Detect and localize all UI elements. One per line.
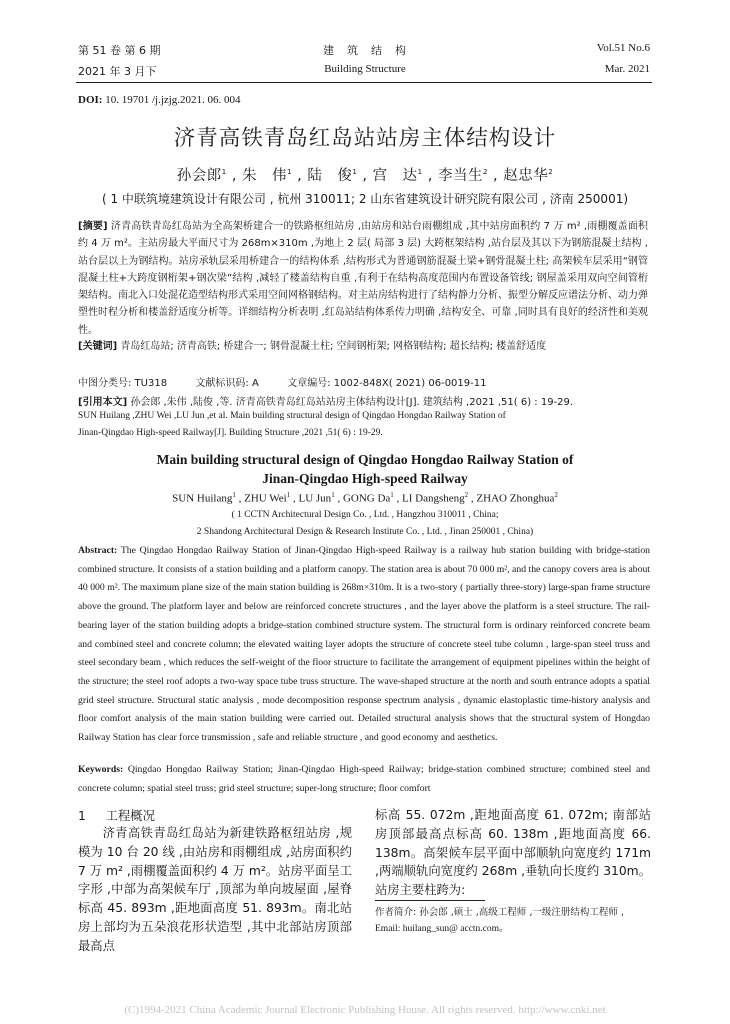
author-sup: 2 [548,168,554,177]
doi-line [78,94,241,106]
doi-label: DOI: [78,94,103,106]
author-sup: 1 [417,168,423,177]
abstract-cn [78,218,648,342]
abstract-en-text: The Qingdao Hongdao Railway Station of Jinan-Qingdao High-speed Railway is a railway hub station building with bridge-station combined structure. It consists of a station building and a platform canopy. The station area is about 70 000 m², and the canopy covers area is about 40 000 m². The maximum plane size of the main station building is 268m×310m. It is a two-story ( partially three-story) large-span frame structure above the ground. The platform layer and below are reinforced concrete structures , and the layer above the platform is a steel structure. The rail-bearing layer of the station building adopts a bridge-station combined structure system. The structural form is ordinary reinforced concrete beam and combined steel and concrete column; the elevated waiting layer adopts the structure of concrete steel tube column , large-span steel truss and steel secondary beam , which reduces the self-weight of the floor structure to facilitate the arrangement of equipment pipelines within the height of the structure; the steel roof adopts a two-way space tube truss structure. The wave-shaped structure at the north and south entrance adopts a spatial grid steel structure. Structural static analysis , mode decomposition response spectrum analysis , dynamic elastoplastic time-history analysis and floor comfort analysis of the main station building were carried out. Detailed structural analysis shows that the structural system of Hongdao Railway Station has clear force transmission , safe and reliable structure , and good economy and aesthetics. [78,545,650,744]
keywords-cn-text: 青岛红岛站; 济青高铁; 桥建合一; 钢骨混凝土柱; 空间钢桁架; 网格钢结构; 超长结构; 楼盖舒适度 [120,341,547,352]
citation-en-line1: SUN Huilang ,ZHU Wei ,LU Jun ,et al. Main building structural design of Qingdao Hongdao Railway Station of [78,411,506,421]
publish-date-cn: 2021 年 3 月下 [78,65,157,78]
title-en-line2: Jinan-Qingdao High-speed Railway [262,471,468,486]
body-text-right: 标高 55. 072m ,距地面高度 61. 072m; 南部站房顶部最高点标高 60. 138m ,距地面高度 66. 138m。高架候车层平面中部顺轨向宽度约 171m ,两端顺轨向宽度约 268m ,垂轨向长度约 310m。站房主要柱跨为: [375,808,651,898]
section-heading [78,806,155,824]
author-sup: 1 [331,491,335,499]
classification-line [78,374,486,389]
author-sup: 2 [464,491,469,499]
author-sup: 2 [482,168,488,177]
volume-issue-en: Vol.51 No.6 [596,42,650,54]
author-sup: 2 [554,491,558,499]
article-number: 文章编号: 1002-848X( 2021) 06-0019-11 [287,378,487,389]
authors-cn: 孙会郎$^1$ , 朱 伟$^1$ , 陆 俊$^1$ , 宫 达$^1$ , 李当生$^2$ , 赵忠华$^2$ [176,168,554,184]
citation-cn-text: 孙会郎 ,朱伟 ,陆俊 ,等. 济青高铁青岛红岛站站房主体结构设计[J]. 建筑结构 ,2021 ,51( 6) : 19-29. [130,397,574,408]
section-number: 1 [78,809,86,823]
publish-date-en: Mar. 2021 [604,63,650,75]
footnote-divider [375,900,485,901]
abstract-en [78,542,650,748]
author-cn: 孙会郎 [176,168,222,184]
abstract-en-label: Abstract: [78,545,118,556]
citation-cn [78,393,573,408]
journal-name-cn: 建 筑 结 构 [323,44,407,57]
author-cn: 赵忠华 [503,168,549,184]
author-sup: 1 [352,168,358,177]
author-sup: 1 [221,168,227,177]
authors-en: SUN Huilang$^1$ , ZHU Wei$^1$ , LU Jun$^1$ , GONG Da$^1$ , LI Dangsheng$^2$ , ZHAO Zhonghua$^2$ [172,491,558,505]
affiliation-cn: ( 1 中联筑境建筑设计有限公司 , 杭州 310011; 2 山东省建筑设计研究院有限公司 , 济南 250001) [101,192,629,206]
document-code: 文献标识码: A [195,378,259,389]
keywords-en-text: Qingdao Hongdao Railway Station; Jinan-Qingdao High-speed Railway; bridge-station combined structure; combined steel and concrete column; spatial steel truss; grid steel structure; super-long structure; floor comfort [78,764,650,794]
keywords-cn-label: [关键词] [78,341,118,352]
author-en: ZHU Wei [244,492,287,505]
author-cn: 李当生 [437,168,483,184]
author-cn: 朱 伟 [242,168,288,184]
copyright-footer: (C)1994-2021 China Academic Journal Electronic Publishing House. All rights reserved. http://www.cnki.net [124,1004,606,1016]
volume-issue-cn: 第 51 卷 第 6 期 [78,44,161,57]
title-en-line1: Main building structural design of Qingdao Hongdao Railway Station of [156,452,574,467]
author-en: LU Jun [298,492,332,505]
abstract-cn-label: [摘要] [78,221,108,232]
affiliation-en-line2: 2 Shandong Architectural Design & Research Institute Co. , Ltd. , Jinan 250001 , China) [196,527,534,537]
abstract-cn-text: 济青高铁青岛红岛站为全高架桥建合一的铁路枢纽站房 ,由站房和站台雨棚组成 ,其中站房面积约 7 万 m² ,雨棚覆盖面积约 4 万 m²。主站房最大平面尺寸为 268m×310m ,为地上 2 层( 局部 3 层) 大跨框架结构 ,站台层及其以下为钢筋混凝土结构 ,站台层以上为钢结构。站房承轨层采用桥建合一的结构体系 ,结构形式为普通钢筋混凝土梁+钢骨混凝土柱; 高架候车层采用“钢管混凝土柱+大跨度钢桁架+钢次梁”结构 ,减轻了楼盖结构自重 ,有利于在结构高度范围内布置设备管线; 钢屋盖采用双向空间管桁架结构。南北入口处混花造型结构形式采用空间网格钢结构。对主站房结构进行了结构静力分析、振型分解反应谱法分析、动力弹塑性时程分析和楼盖舒适度分析等。详细结构分析表明 ,红岛站结构体系传力明确 ,结构安全、可靠 ,同时具有良好的经济性和美观性。 [78,221,648,336]
author-en: SUN Huilang [172,492,233,505]
author-note-line1: 作者简介: 孙会郎 ,硕士 ,高级工程师 ,一级注册结构工程师 , [375,907,624,918]
author-cn: 陆 俊 [307,168,353,184]
author-en: ZHAO Zhonghua [476,492,555,505]
author-note-line2: Email: huilang_sun@ acctn.com。 [375,924,509,934]
section-title: 工程概况 [105,809,155,823]
author-sup: 1 [287,168,293,177]
keywords-cn [78,338,648,355]
doi-value: 10. 19701 /j.jzjg.2021. 06. 004 [105,94,241,106]
citation-label: [引用本文] [78,397,128,408]
author-sup: 1 [232,491,236,499]
author-en: GONG Da [342,492,391,505]
keywords-en [78,761,650,798]
keywords-en-label: Keywords: [78,764,124,775]
citation-en-line2: Jinan-Qingdao High-speed Railway[J]. Building Structure ,2021 ,51( 6) : 19-29. [78,428,383,438]
header-divider [76,82,652,83]
author-sup: 1 [390,491,394,499]
body-text-left: 济青高铁青岛红岛站为新建铁路枢纽站房 ,规模为 10 台 20 线 ,由站房和雨棚组成 ,站房面积约 7 万 m² ,雨棚覆盖面积约 4 万 m²。站房平面呈工字形 ,中部为高架候车厅 ,顶部为单向坡屋面 ,屋脊标高 45. 893m ,距地面高度 51. 893m。南北站房上部均为五朵浪花形状造型 ,其中北部站房顶部最高点 [78,826,352,953]
journal-name-en: Building Structure [324,63,406,75]
title-cn: 济青高铁青岛红岛站站房主体结构设计 [173,126,557,151]
author-sup: 1 [286,491,291,499]
clc-code: 中图分类号: TU318 [78,378,168,389]
affiliation-en-line1: ( 1 CCTN Architectural Design Co. , Ltd. , Hangzhou 310011 , China; [231,510,499,520]
author-en: LI Dangsheng [402,492,465,505]
author-cn: 宫 达 [372,168,418,184]
